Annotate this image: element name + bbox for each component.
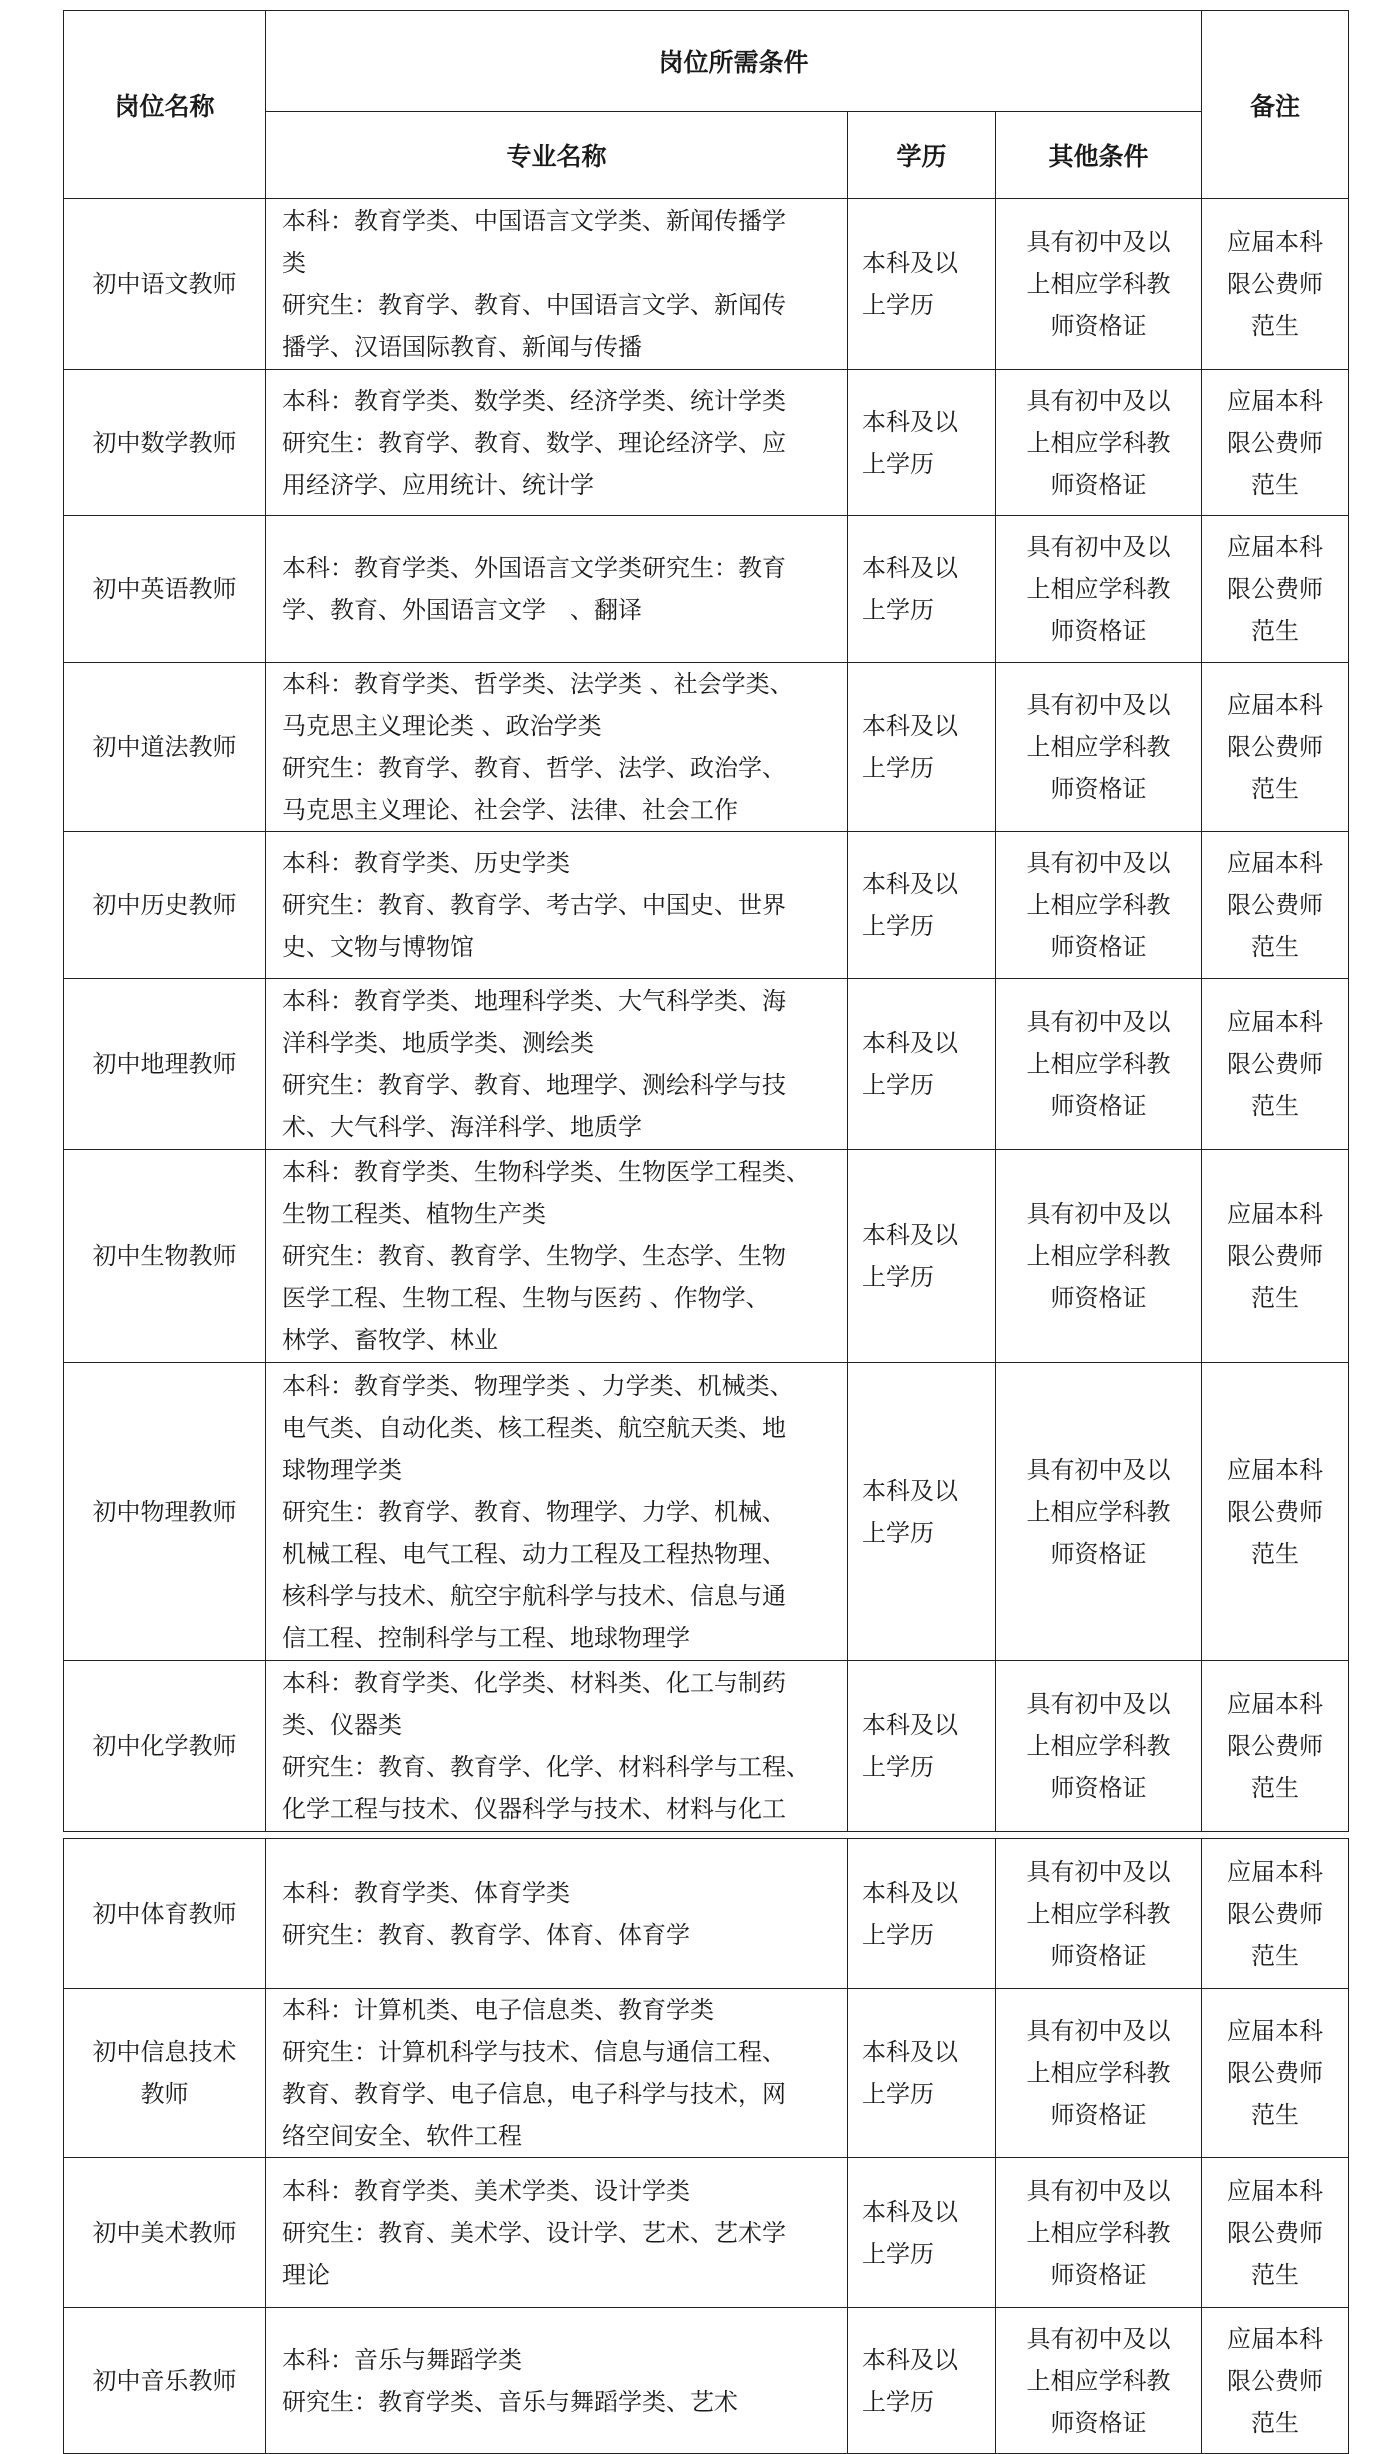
other-conditions-cell-line: 师资格证: [1050, 1284, 1147, 1312]
education-cell: [848, 199, 996, 370]
note-cell-line: 限公费师: [1227, 1050, 1324, 1078]
major-name-cell-line: 研究生：计算机科学与技术、信息与通信工程、: [282, 2038, 786, 2066]
note-cell-line: 限公费师: [1227, 1242, 1324, 1270]
major-name-cell: [266, 199, 848, 370]
major-name-cell-line: 研究生：教育学、教育、中国语言文学、新闻传: [282, 291, 786, 319]
other-conditions-cell-line: 上相应学科教: [1026, 1732, 1171, 1760]
other-conditions-cell-line: 具有初中及以: [1026, 533, 1171, 561]
table-row: [64, 1150, 1349, 1363]
education-cell: [848, 516, 996, 663]
other-conditions-cell-line: 具有初中及以: [1026, 2176, 1171, 2205]
major-name-cell: [266, 1150, 848, 1363]
education-cell-line: 上学历: [862, 596, 934, 624]
major-name-cell-line: 化学工程与技术、仪器科学与技术、材料与化工: [282, 1795, 786, 1823]
position-name-cell: 初中数学教师: [64, 370, 266, 516]
major-name-cell: [266, 979, 848, 1150]
major-name-cell-line: 本科：教育学类、历史学类: [282, 849, 570, 877]
major-name-cell: [266, 2308, 848, 2454]
major-name-cell-line: 生物工程类、植物生产类: [282, 1200, 546, 1228]
note-cell-line: 范生: [1251, 933, 1300, 961]
other-conditions-cell-line: 上相应学科教: [1026, 891, 1171, 919]
major-name-cell: [266, 1839, 848, 1989]
major-name-cell-line: 学、教育、外国语言文学 、翻译: [282, 596, 642, 624]
note-cell: [1202, 370, 1349, 516]
position-name-cell: 初中道法教师: [64, 663, 266, 832]
other-conditions-cell-line: 具有初中及以: [1026, 2017, 1171, 2045]
table-row: [64, 2158, 1349, 2308]
major-name-cell-line: 本科：教育学类、中国语言文学类、新闻传播学: [282, 207, 786, 235]
table-row: [64, 1363, 1349, 1661]
other-conditions-cell-line: 上相应学科教: [1026, 1497, 1171, 1526]
note-cell-line: 应届本科: [1227, 1008, 1324, 1036]
major-name-cell-line: 洋科学类、地质学类、测绘类: [282, 1029, 594, 1057]
major-name-cell-line: 马克思主义理论、社会学、法律、社会工作: [282, 796, 738, 824]
other-conditions-cell-line: 师资格证: [1050, 933, 1147, 961]
major-name-cell-line: 本科：教育学类、美术学类、设计学类: [282, 2176, 690, 2205]
major-name-cell-line: 研究生：教育、教育学、生物学、生态学、生物: [282, 1242, 786, 1270]
note-cell-line: 应届本科: [1227, 2017, 1324, 2045]
other-conditions-cell-line: 师资格证: [1050, 1092, 1147, 1120]
other-conditions-cell-line: 具有初中及以: [1026, 1857, 1171, 1886]
note-cell-line: 限公费师: [1227, 733, 1324, 761]
other-conditions-cell: [996, 516, 1202, 663]
note-cell-line: 限公费师: [1227, 2366, 1324, 2395]
position-name-cell: 初中地理教师: [64, 979, 266, 1150]
other-conditions-cell: [996, 979, 1202, 1150]
note-cell-line: 应届本科: [1227, 849, 1324, 877]
major-name-cell-line: 用经济学、应用统计、统计学: [282, 470, 594, 499]
position-name-cell-line: 教师: [140, 2080, 189, 2108]
position-name-cell: [64, 1989, 266, 2158]
major-name-cell-line: 马克思主义理论类 、政治学类: [282, 712, 602, 740]
table-row: [64, 1661, 1349, 1832]
major-name-cell-line: 研究生：教育、美术学、设计学、艺术、艺术学: [282, 2218, 786, 2247]
education-cell: [848, 2158, 996, 2308]
major-name-cell-line: 研究生：教育、教育学、化学、材料科学与工程、: [282, 1753, 810, 1781]
education-cell-line: 本科及以: [862, 249, 958, 277]
education-cell: [848, 2308, 996, 2454]
note-cell-line: 限公费师: [1227, 1899, 1324, 1928]
other-conditions-cell-line: 上相应学科教: [1026, 428, 1171, 457]
education-cell-line: 本科及以: [862, 1029, 958, 1057]
major-name-cell-line: 本科：教育学类、数学类、经济学类、统计学类: [282, 386, 786, 415]
other-conditions-cell-line: 师资格证: [1050, 775, 1147, 803]
header-note: 备注: [1202, 11, 1349, 199]
education-cell-line: 本科及以: [862, 870, 958, 898]
major-name-cell-line: 研究生：教育学、教育、数学、理论经济学、应: [282, 428, 786, 457]
major-name-cell-line: 研究生：教育、教育学、考古学、中国史、世界: [282, 891, 786, 919]
education-cell-line: 本科及以: [862, 2197, 958, 2226]
other-conditions-cell-line: 师资格证: [1050, 2101, 1147, 2129]
major-name-cell: [266, 663, 848, 832]
other-conditions-cell-line: 师资格证: [1050, 1941, 1147, 1970]
other-conditions-cell-line: 师资格证: [1050, 470, 1147, 499]
major-name-cell-line: 史、文物与博物馆: [282, 933, 474, 961]
other-conditions-cell: [996, 199, 1202, 370]
note-cell-line: 范生: [1251, 1539, 1300, 1568]
note-cell-line: 范生: [1251, 2101, 1300, 2129]
other-conditions-cell-line: 上相应学科教: [1026, 1242, 1171, 1270]
other-conditions-cell: [996, 1150, 1202, 1363]
note-cell-line: 应届本科: [1227, 1857, 1324, 1886]
note-cell-line: 范生: [1251, 2260, 1300, 2289]
other-conditions-cell-line: 具有初中及以: [1026, 228, 1171, 256]
note-cell-line: 范生: [1251, 775, 1300, 803]
education-cell-line: 上学历: [862, 291, 934, 319]
education-cell-line: 上学历: [862, 1071, 934, 1099]
table-row: [64, 979, 1349, 1150]
note-cell-line: 限公费师: [1227, 1497, 1324, 1526]
other-conditions-cell: [996, 1363, 1202, 1661]
note-cell-line: 应届本科: [1227, 1455, 1324, 1484]
major-name-cell-line: 本科：计算机类、电子信息类、教育学类: [282, 1996, 714, 2024]
major-name-cell-line: 本科：教育学类、体育学类: [282, 1878, 570, 1907]
note-cell-line: 应届本科: [1227, 228, 1324, 256]
major-name-cell-line: 本科：教育学类、物理学类 、力学类、机械类、: [282, 1371, 794, 1400]
major-name-cell-line: 研究生：教育学、教育、地理学、测绘科学与技: [282, 1071, 786, 1099]
note-cell-line: 限公费师: [1227, 428, 1324, 457]
position-name-cell: 初中语文教师: [64, 199, 266, 370]
major-name-cell-line: 研究生：教育学、教育、哲学、法学、政治学、: [282, 754, 786, 782]
position-name-cell: 初中英语教师: [64, 516, 266, 663]
major-name-cell-line: 教育、教育学、电子信息，电子科学与技术，网: [282, 2080, 786, 2108]
note-cell: [1202, 1989, 1349, 2158]
other-conditions-cell: [996, 1661, 1202, 1832]
other-conditions-cell: [996, 1839, 1202, 1989]
position-name-cell: 初中历史教师: [64, 832, 266, 979]
other-conditions-cell-line: 上相应学科教: [1026, 2059, 1171, 2087]
other-conditions-cell-line: 上相应学科教: [1026, 1050, 1171, 1078]
education-cell-line: 本科及以: [862, 1878, 958, 1907]
position-name-cell-line: 初中信息技术: [92, 2038, 237, 2066]
major-name-cell-line: 络空间安全、软件工程: [282, 2122, 522, 2150]
note-cell-line: 应届本科: [1227, 386, 1324, 415]
major-name-cell-line: 类、仪器类: [282, 1711, 402, 1739]
major-name-cell: [266, 1363, 848, 1661]
major-name-cell-line: 类: [282, 249, 306, 277]
requirements-table-container: [63, 10, 1348, 2454]
note-cell: [1202, 1150, 1349, 1363]
major-name-cell-line: 研究生：教育、教育学、体育、体育学: [282, 1920, 690, 1949]
other-conditions-cell: [996, 2308, 1202, 2454]
note-cell-line: 应届本科: [1227, 691, 1324, 719]
education-cell-line: 上学历: [862, 912, 934, 940]
note-cell-line: 应届本科: [1227, 533, 1324, 561]
other-conditions-cell-line: 具有初中及以: [1026, 1690, 1171, 1718]
major-name-cell-line: 研究生：教育学类、音乐与舞蹈学类、艺术: [282, 2387, 738, 2416]
major-name-cell: [266, 832, 848, 979]
position-name-cell: 初中音乐教师: [64, 2308, 266, 2454]
other-conditions-cell-line: 上相应学科教: [1026, 270, 1171, 298]
other-conditions-cell-line: 具有初中及以: [1026, 849, 1171, 877]
note-cell: [1202, 1363, 1349, 1661]
table-row: [64, 1989, 1349, 2158]
major-name-cell-line: 理论: [282, 2260, 330, 2289]
other-conditions-cell-line: 具有初中及以: [1026, 386, 1171, 415]
other-conditions-cell: [996, 2158, 1202, 2308]
header-position-name: 岗位名称: [64, 11, 266, 199]
major-name-cell-line: 电气类、自动化类、核工程类、航空航天类、地: [282, 1413, 786, 1442]
education-cell: [848, 370, 996, 516]
education-cell-line: 本科及以: [862, 1221, 958, 1249]
note-cell-line: 应届本科: [1227, 2176, 1324, 2205]
table-row: [64, 2308, 1349, 2454]
education-cell-line: 本科及以: [862, 712, 958, 740]
other-conditions-cell-line: 上相应学科教: [1026, 2366, 1171, 2395]
education-cell-line: 上学历: [862, 1753, 934, 1781]
note-cell-line: 范生: [1251, 1092, 1300, 1120]
education-cell-line: 上学历: [862, 1920, 934, 1949]
position-name-cell: 初中物理教师: [64, 1363, 266, 1661]
note-cell-line: 应届本科: [1227, 1690, 1324, 1718]
education-cell-line: 本科及以: [862, 1476, 958, 1505]
education-cell-line: 上学历: [862, 1263, 934, 1291]
education-cell: [848, 1839, 996, 1989]
education-cell-line: 上学历: [862, 2387, 934, 2416]
other-conditions-cell-line: 师资格证: [1050, 312, 1147, 340]
education-cell: [848, 1363, 996, 1661]
note-cell-line: 限公费师: [1227, 270, 1324, 298]
major-name-cell-line: 本科：教育学类、哲学类、法学类 、社会学类、: [282, 670, 794, 698]
other-conditions-cell: [996, 663, 1202, 832]
other-conditions-cell-line: 具有初中及以: [1026, 691, 1171, 719]
note-cell-line: 限公费师: [1227, 1732, 1324, 1760]
education-cell-line: 上学历: [862, 449, 934, 478]
other-conditions-cell-line: 上相应学科教: [1026, 575, 1171, 603]
note-cell-line: 范生: [1251, 617, 1300, 645]
other-conditions-cell: [996, 832, 1202, 979]
major-name-cell-line: 本科：教育学类、生物科学类、生物医学工程类、: [282, 1158, 810, 1186]
table-gap: [64, 1832, 1349, 1839]
major-name-cell-line: 本科：教育学类、化学类、材料类、化工与制药: [282, 1669, 786, 1697]
note-cell: [1202, 2308, 1349, 2454]
note-cell: [1202, 516, 1349, 663]
education-cell-line: 本科及以: [862, 407, 958, 436]
major-name-cell: [266, 516, 848, 663]
education-cell-line: 本科及以: [862, 554, 958, 582]
education-cell: [848, 979, 996, 1150]
note-cell-line: 限公费师: [1227, 2059, 1324, 2087]
other-conditions-cell-line: 具有初中及以: [1026, 1008, 1171, 1036]
position-name-cell: 初中生物教师: [64, 1150, 266, 1363]
position-name-cell: 初中体育教师: [64, 1839, 266, 1989]
table-row: [64, 1839, 1349, 1989]
education-cell-line: 本科及以: [862, 2038, 958, 2066]
major-name-cell-line: 研究生：教育学、教育、物理学、力学、机械、: [282, 1497, 786, 1526]
other-conditions-cell: [996, 1989, 1202, 2158]
other-conditions-cell-line: 师资格证: [1050, 1774, 1147, 1802]
major-name-cell: [266, 1989, 848, 2158]
major-name-cell-line: 术、大气科学、海洋科学、地质学: [282, 1113, 642, 1141]
note-cell-line: 限公费师: [1227, 2218, 1324, 2247]
note-cell-line: 应届本科: [1227, 1200, 1324, 1228]
other-conditions-cell-line: 具有初中及以: [1026, 1455, 1171, 1484]
note-cell-line: 限公费师: [1227, 891, 1324, 919]
education-cell: [848, 832, 996, 979]
table-row: [64, 199, 1349, 370]
education-cell-line: 上学历: [862, 2239, 934, 2268]
note-cell: [1202, 663, 1349, 832]
note-cell-line: 范生: [1251, 312, 1300, 340]
major-name-cell-line: 医学工程、生物工程、生物与医药 、作物学、: [282, 1284, 770, 1312]
education-cell: [848, 1150, 996, 1363]
table-row: [64, 370, 1349, 516]
table-body: [64, 199, 1349, 2454]
other-conditions-cell-line: 具有初中及以: [1026, 1200, 1171, 1228]
note-cell-line: 应届本科: [1227, 2324, 1324, 2353]
education-cell-line: 上学历: [862, 754, 934, 782]
major-name-cell-line: 播学、汉语国际教育、新闻与传播: [282, 333, 642, 361]
table-row: [64, 516, 1349, 663]
header-education: 学历: [848, 112, 996, 199]
other-conditions-cell-line: 师资格证: [1050, 2408, 1147, 2437]
other-conditions-cell-line: 上相应学科教: [1026, 1899, 1171, 1928]
table-row: [64, 832, 1349, 979]
note-cell-line: 限公费师: [1227, 575, 1324, 603]
table-row: [64, 663, 1349, 832]
education-cell-line: 上学历: [862, 2080, 934, 2108]
header-major-name: 专业名称: [266, 112, 848, 199]
major-name-cell-line: 本科：音乐与舞蹈学类: [282, 2345, 522, 2374]
note-cell-line: 范生: [1251, 1284, 1300, 1312]
note-cell-line: 范生: [1251, 1774, 1300, 1802]
note-cell: [1202, 979, 1349, 1150]
education-cell-line: 上学历: [862, 1518, 934, 1547]
note-cell: [1202, 199, 1349, 370]
note-cell: [1202, 1661, 1349, 1832]
position-name-cell: 初中化学教师: [64, 1661, 266, 1832]
note-cell: [1202, 1839, 1349, 1989]
note-cell-line: 范生: [1251, 1941, 1300, 1970]
note-cell-line: 范生: [1251, 2408, 1300, 2437]
education-cell: [848, 1661, 996, 1832]
major-name-cell-line: 信工程、控制科学与工程、地球物理学: [282, 1623, 690, 1652]
other-conditions-cell-line: 具有初中及以: [1026, 2324, 1171, 2353]
position-name-cell: 初中美术教师: [64, 2158, 266, 2308]
education-cell-line: 本科及以: [862, 2345, 958, 2374]
other-conditions-cell-line: 师资格证: [1050, 617, 1147, 645]
other-conditions-cell-line: 师资格证: [1050, 2260, 1147, 2289]
major-name-cell: [266, 370, 848, 516]
other-conditions-cell-line: 上相应学科教: [1026, 733, 1171, 761]
note-cell: [1202, 2158, 1349, 2308]
major-name-cell: [266, 1661, 848, 1832]
header-requirements-group: 岗位所需条件: [266, 11, 1202, 112]
other-conditions-cell: [996, 370, 1202, 516]
note-cell: [1202, 832, 1349, 979]
major-name-cell-line: 机械工程、电气工程、动力工程及工程热物理、: [282, 1539, 786, 1568]
major-name-cell-line: 林学、畜牧学、林业: [282, 1326, 498, 1354]
education-cell: [848, 663, 996, 832]
major-name-cell-line: 球物理学类: [282, 1455, 402, 1484]
other-conditions-cell-line: 上相应学科教: [1026, 2218, 1171, 2247]
header-other-conditions: 其他条件: [996, 112, 1202, 199]
recruitment-requirements-table: [63, 10, 1349, 2454]
major-name-cell-line: 本科：教育学类、外国语言文学类研究生：教育: [282, 554, 786, 582]
major-name-cell: [266, 2158, 848, 2308]
education-cell-line: 本科及以: [862, 1711, 958, 1739]
major-name-cell-line: 核科学与技术、航空宇航科学与技术、信息与通: [282, 1581, 786, 1610]
note-cell-line: 范生: [1251, 470, 1300, 499]
major-name-cell-line: 本科：教育学类、地理科学类、大气科学类、海: [282, 987, 786, 1015]
education-cell: [848, 1989, 996, 2158]
other-conditions-cell-line: 师资格证: [1050, 1539, 1147, 1568]
